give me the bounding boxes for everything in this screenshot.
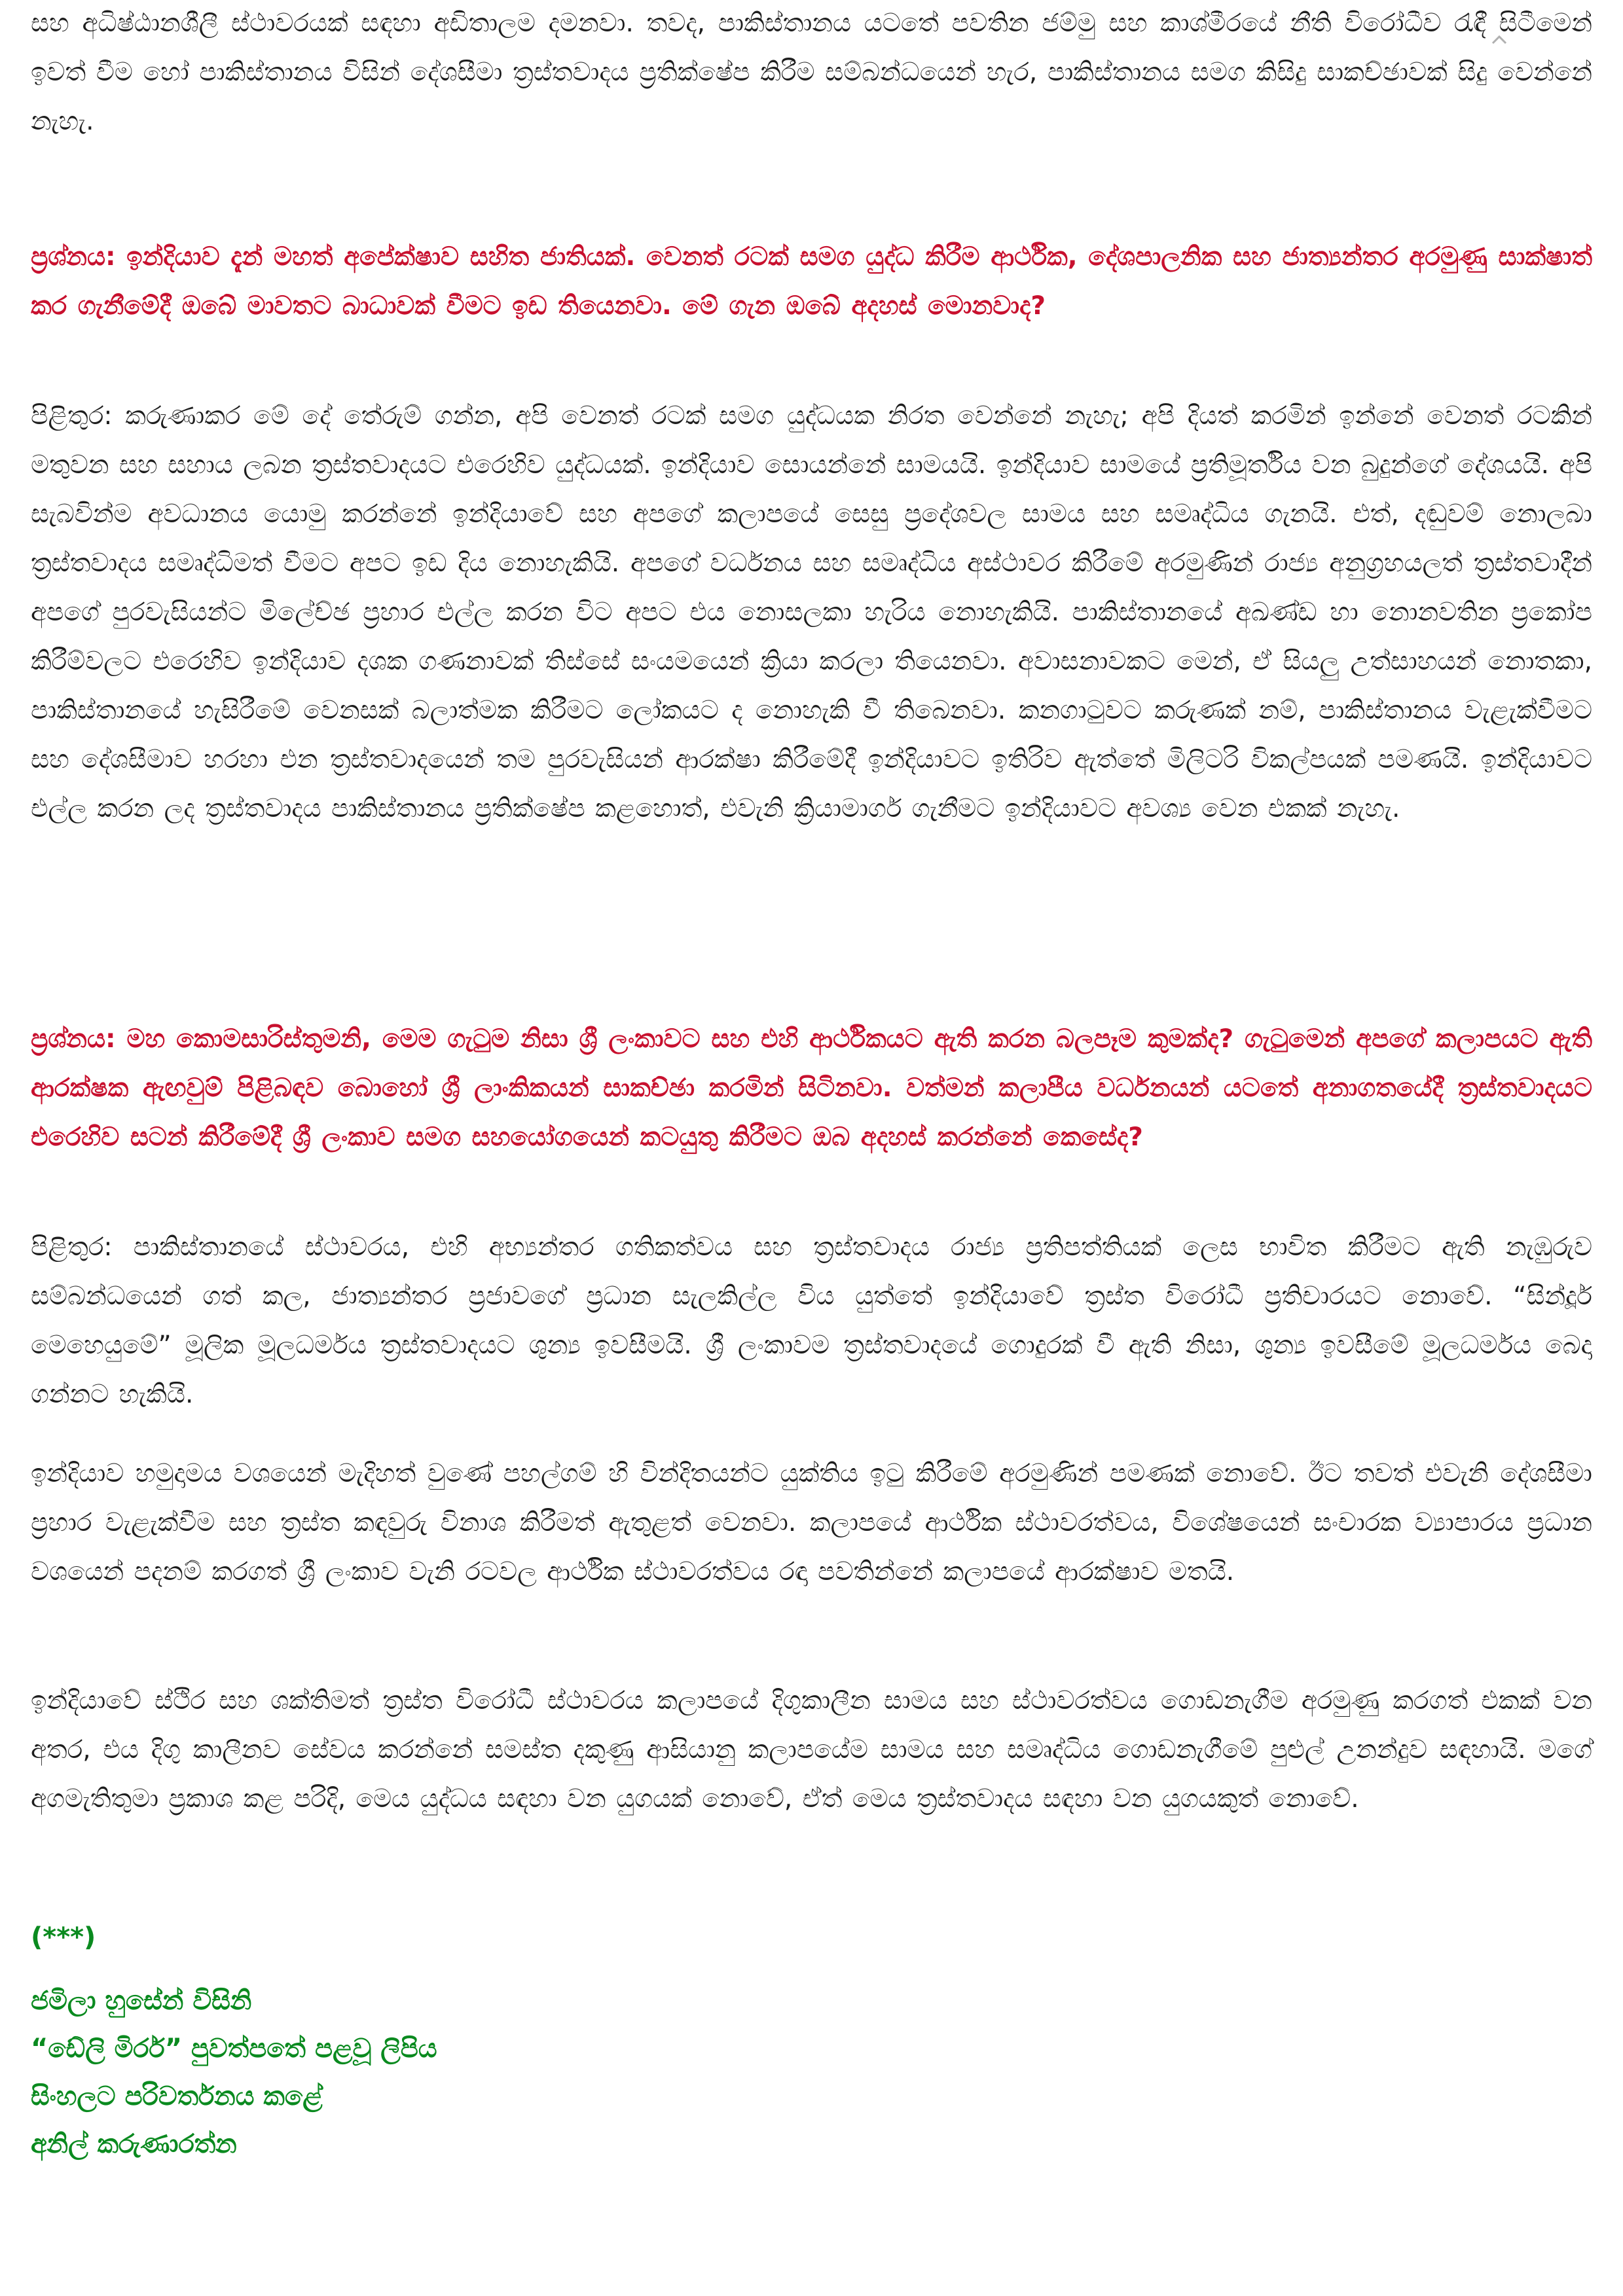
section-marker: (***) [31,1922,96,1952]
chevron-up-icon-svg [1486,26,1512,52]
translation-line: සිංහලට පරිවර්තනය කළේ [31,2081,323,2111]
question-1: ප්‍රශ්නය: ඉන්දියාව දැන් මහත් අපේක්ෂාව සහිත ජාතියක්. වෙනත් රටක් සමග යුද්ධ කිරීම ආර්ථික, දේශපාලනික සහ ජාත්‍යන්තර අරමුණු සාක්ෂාත් කර ගැනීමේදී ඔබේ මාවතට බාධාවක් වීමට ඉඩ තියෙනවා. මේ ගැන ඔබේ අදහස් මොනවාද? [31,242,1592,321]
chevron-up-icon[interactable] [1486,26,1512,52]
answer-2-part-2: ඉන්දියාව හමුදාමය වශයෙන් මැදිහත් වුණේ පහල්ගම් හි වින්දිතයන්ට යුක්තිය ඉටු කිරීමේ අරමුණින් පමණක් නොවේ. ඊට තවත් එවැනි දේශසීමා ප්‍රහාර වැළැක්වීම සහ ත්‍රස්ත කඳවුරු විනාශ කිරීමත් ඇතුළත් වෙනවා. කලාපයේ ආර්ථික ස්ථාවරත්වය, විශේෂයෙන් සංචාරක ව්‍යාපාරය ප්‍රධාන වශයෙන් පදනම් කරගත් ශ්‍රී ලංකාව වැනි රටවල ආර්ථික ස්ථාවරත්වය රඳා පවතින්නේ කලාපයේ ආරක්ෂාව මතයි. [31,1459,1592,1587]
question-2: ප්‍රශ්නය: මහ කොමසාරිස්තුමනි, මෙම ගැටුම නිසා ශ්‍රී ලංකාවට සහ එහි ආර්ථිකයට ඇති කරන බලපෑම කුමක්ද? ගැටුමෙන් අපගේ කලාපයට ඇති ආරක්ෂක ඇඟවුම් පිළිබඳව බොහෝ ශ්‍රී ලාංකිකයන් සාකච්ඡා කරමින් සිටිනවා. වත්මන් කලාපීය වර්ධනයන් යටතේ අනාගතයේදී ත්‍රස්තවාදයට එරෙහිව සටන් කිරීමේදී ශ්‍රී ලංකාව සමග සහයෝගයෙන් කටයුතු කිරීමට ඔබ අදහස් කරන්නේ කෙසේද? [31,1024,1592,1152]
credits-block [31,1914,816,2168]
answer-1: පිළිතුර: කරුණාකර මේ දේ තේරුම් ගන්න, අපි වෙනත් රටක් සමග යුද්ධයක නිරත වෙන්නේ නැහැ; අපි දියත් කරමින් ඉන්නේ වෙනත් රටකින් මතුවන සහ සහාය ලබන ත්‍රස්තවාදයට එරෙහිව යුද්ධයක්. ඉන්දියාව සොයන්නේ සාමයයි. ඉන්දියාව සාමයේ ප්‍රතිමූර්තිය වන බුදුන්ගේ දේශයයි. අපි සැබවින්ම අවධානය යොමු කරන්නේ ඉන්දියාවේ සහ අපගේ කලාපයේ සෙසු ප්‍රදේශවල සාමය සහ සමෘද්ධිය ගැනයි. එත්, දඬුවම් නොලබා ත්‍රස්තවාදය සමෘද්ධිමත් වීමට අපට ඉඩ දිය නොහැකියි. අපගේ වර්ධනය සහ සමෘද්ධිය අස්ථාවර කිරීමේ අරමුණින් රාජ්‍ය අනුග්‍රහයලත් ත්‍රස්තවාදීන් අපගේ පුරවැසියන්ට මිලේච්ඡ ප්‍රහාර එල්ල කරන විට අපට එය නොසලකා හැරිය නොහැකියි. පාකිස්තානයේ අඛණ්ඩ හා නොනවතින ප්‍රකෝප කිරීම්වලට එරෙහිව ඉන්දියාව දශක ගණනාවක් තිස්සේ සංයමයෙන් ක්‍රියා කරලා තියෙනවා. අවාසනාවකට මෙන්, ඒ සියලු උත්සාහයන් නොතකා, පාකිස්තානයේ හැසිරීමේ වෙනසක් බලාත්මක කිරීමට ලෝකයට ද නොහැකි වී තිබෙනවා. කනගාටුවට කරුණක් නම්, පාකිස්තානය වැළැක්වීමට සහ දේශසීමාව හරහා එන ත්‍රස්තවාදයෙන් තම පුරවැසියන් ආරක්ෂා කිරීමේදී ඉන්දියාවට ඉතිරිව ඇත්තේ මිලිටරි විකල්පයක් පමණයි. ඉන්දියාවට එල්ල කරන ලද ත්‍රස්තවාදය පාකිස්තානය ප්‍රතික්ෂේප කළහොත්, එවැනි ක්‍රියාමාර්ග ගැනීමට ඉන්දියාවට අවශ්‍ය වෙන එකක් නැහැ. [31,401,1592,823]
translator-line: අනිල් කරුණාරත්න [31,2129,237,2159]
source-line: “ඩේලි මිරර්” පුවත්පතේ පළවූ ලිපිය [31,2034,437,2064]
author-line: ජමිලා හුසේන් විසිනි [31,1986,252,2016]
answer-2-part-3: ඉන්දියාවේ ස්ථිර සහ ශක්තිමත් ත්‍රස්ත විරෝධී ස්ථාවරය කලාපයේ දිගුකාලීන සාමය සහ ස්ථාවරත්වය ගොඩනැගීම අරමුණු කරගත් එකක් වන අතර, එය දිගු කාලීනව සේවය කරන්නේ සමස්ත දකුණු ආසියානු කලාපයේම සාමය සහ සමෘද්ධිය ගොඩනැගීමේ පුළුල් උනන්දුව සඳහායි. මගේ අගමැතිතුමා ප්‍රකාශ කළ පරිදි, මෙය යුද්ධය සඳහා වන යුගයක් නොවේ, ඒත් මෙය ත්‍රස්තවාදය සඳහා වන යුගයකුත් නොවේ. [31,1686,1592,1814]
intro-paragraph: සහ අධිෂ්ඨානශීලී ස්ථාවරයක් සඳහා අඩිතාලම දමනවා. තවද, පාකිස්තානය යටතේ පවතින ජම්මු සහ කාශ්මීරයේ නීති විරෝධීව රැඳී සිටීමෙන් ඉවත් වීම හෝ පාකිස්තානය විසින් දේශසීමා ත්‍රස්තවාදය ප්‍රතික්ෂේප කිරීම සම්බන්ධයෙන් හැර, පාකිස්තානය සමග කිසිදු සාකච්ඡාවක් සිදු වෙන්නේ නැහැ. [31,9,1592,136]
answer-2-part-1: පිළිතුර: පාකිස්තානයේ ස්ථාවරය, එහි අභ්‍යන්තර ගතිකත්වය සහ ත්‍රස්තවාදය රාජ්‍ය ප්‍රතිපත්තියක් ලෙස භාවිත කිරීමට ඇති නැඹුරුව සම්බන්ධයෙන් ගත් කල, ජාත්‍යන්තර ප්‍රජාවගේ ප්‍රධාන සැලකිල්ල විය යුත්තේ ඉන්දියාවේ ත්‍රස්ත විරෝධී ප්‍රතිචාරයට නොවේ. “සින්දූර් මෙහෙයුමේ” මූලික මූලධර්මය ත්‍රස්තවාදයට ශුන්‍ය ඉවසීමයි. ශ්‍රී ලංකාවම ත්‍රස්තවාදයේ ගොදුරක් වී ඇති නිසා, ශුන්‍ය ඉවසීමේ මූලධර්මය බෙදා ගන්නට හැකියි. [31,1232,1592,1409]
